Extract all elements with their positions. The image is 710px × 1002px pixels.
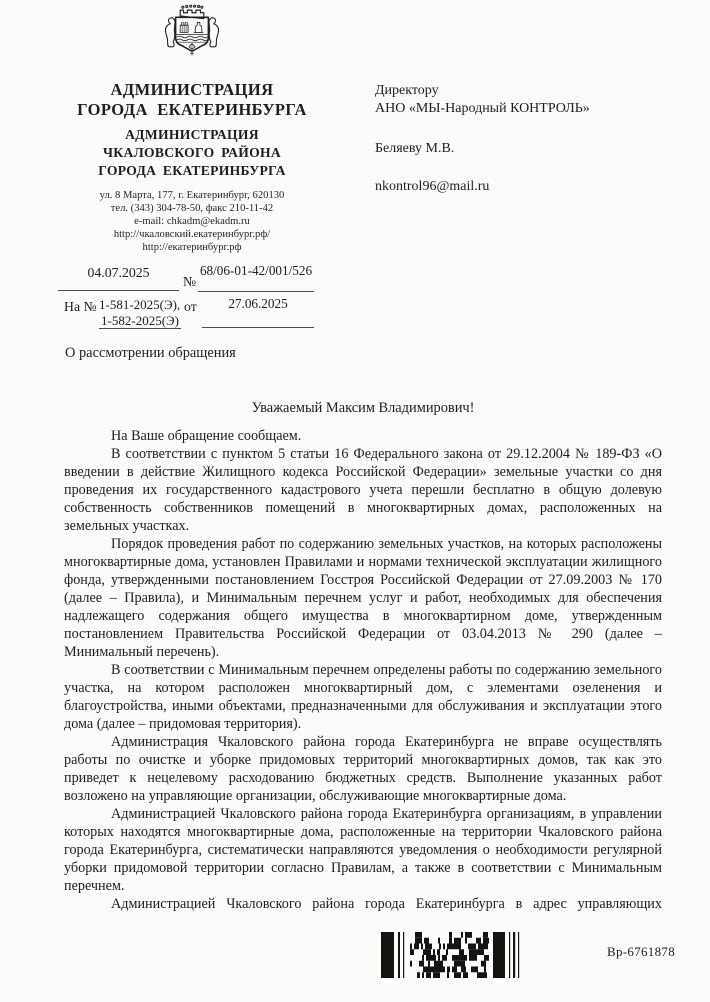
org-district-line2: ЧКАЛОВСКОГО РАЙОНА	[103, 145, 281, 160]
pdf417-barcode-icon	[381, 932, 544, 978]
addressee-email: nkontrol96@mail.ru	[375, 179, 490, 194]
org-district-title	[40, 126, 344, 180]
body-paragraph: Администрация Чкаловского района города Екатеринбурга не вправе осуществлять работы по очистке и уборке придомовых территорий многоквартирных домов, так как это приведет к нецелевому расходованию бюджетных средств. Выполнение указанных работ возложено на управляющие организации, обслуживающие многоквартирные дома.	[64, 734, 662, 804]
addressee-organization: АНО «МЫ-Народный КОНТРОЛЬ»	[375, 101, 590, 116]
contact-email: e-mail: chkadm@ekadm.ru	[134, 216, 250, 227]
reply-date-field: 27.06.2025	[202, 296, 314, 328]
body-paragraph: Порядок проведения работ по содержанию земельных участков, на которых расположены многоквартирные дома, установлен Правилами и нормами технической эксплуатации жилищного фонда, утвержденными постановлением Госстроя Российской Федерации от 27.09.2003 № 170 (далее – Правила), и Минимальным перечнем услуг и работ, необходимых для обеспечения надлежащего содержания общего имущества в многоквартирном доме, утвержденным постановлением Правительства Российской Федерации от 03.04.2013 № 290 (далее – Минимальный перечень).	[64, 536, 662, 660]
org-district-line1: АДМИНИСТРАЦИЯ	[125, 127, 259, 142]
outgoing-number-field: 68/06-01-42/001/526	[198, 263, 314, 292]
org-city-title	[40, 80, 344, 119]
contact-address: ул. 8 Марта, 177, г. Екатеринбург, 620130	[99, 190, 285, 201]
subject-line: О рассмотрении обращения	[65, 345, 236, 361]
body-paragraph: В соответствии с Минимальным перечнем определены работы по содержанию земельного участка, на котором расположен многоквартирный дом, с элементами озеленения и благоустройства, иными объектами, предназначенными для обслуживания и эксплуатации этого дома (далее – придомовая территория).	[64, 662, 662, 732]
reply-to-label: На №	[64, 299, 97, 314]
org-district-line3: ГОРОДА ЕКАТЕРИНБУРГА	[98, 163, 286, 178]
org-city-line2: ГОРОДА ЕКАТЕРИНБУРГА	[77, 99, 307, 119]
org-city-line1: АДМИНИСТРАЦИЯ	[110, 80, 274, 99]
coat-of-arms-icon	[156, 3, 228, 67]
contact-site-district: http://чкаловский.екатеринбург.рф/	[113, 229, 271, 240]
addressee-name: Беляеву М.В.	[375, 141, 455, 156]
salutation: Уважаемый Максим Владимирович!	[251, 400, 475, 416]
body-paragraph: Администрацией Чкаловского района города Екатеринбурга организациям, в управлении которых находятся многоквартирные дома, расположенные на территории Чкаловского района города Екатеринбурга, систематически направляются уведомления о необходимости регулярной уборки придомовой территории согласно Правилам, а также в соответствии с Минимальным перечнем.	[64, 806, 662, 894]
registration-code: Вр-6761878	[607, 944, 675, 959]
reply-number-field	[99, 297, 181, 329]
body-paragraph: Администрацией Чкаловского района города Екатеринбурга в адрес управляющих	[111, 896, 662, 912]
body-paragraph: На Ваше обращение сообщаем.	[111, 428, 302, 444]
outgoing-date-field: 04.07.2025	[58, 265, 179, 291]
contact-site-city: http://екатеринбург.рф	[142, 242, 242, 253]
reply-number-line1: 1-581-2025(Э),	[99, 297, 181, 312]
addressee-position: Директору	[375, 83, 439, 98]
number-sign: №	[183, 274, 197, 289]
letter-body	[64, 427, 662, 913]
body-paragraph: В соответствии с пунктом 5 статьи 16 Федерального закона от 29.12.2004 № 189-ФЗ «О введении в действие Жилищного кодекса Российской Федерации» земельные участки со дня проведения их государственного кадастрового учета перешли бесплатно в общую долевую собственность собственников помещений в многоквартирных домах, расположенных на земельных участках.	[64, 446, 662, 534]
contact-phone: тел. (343) 304-78-50, факс 210-11-42	[110, 203, 274, 214]
from-label: от	[184, 299, 197, 314]
contact-block	[40, 189, 344, 254]
reply-number-line2: 1-582-2025(Э)	[101, 312, 179, 328]
